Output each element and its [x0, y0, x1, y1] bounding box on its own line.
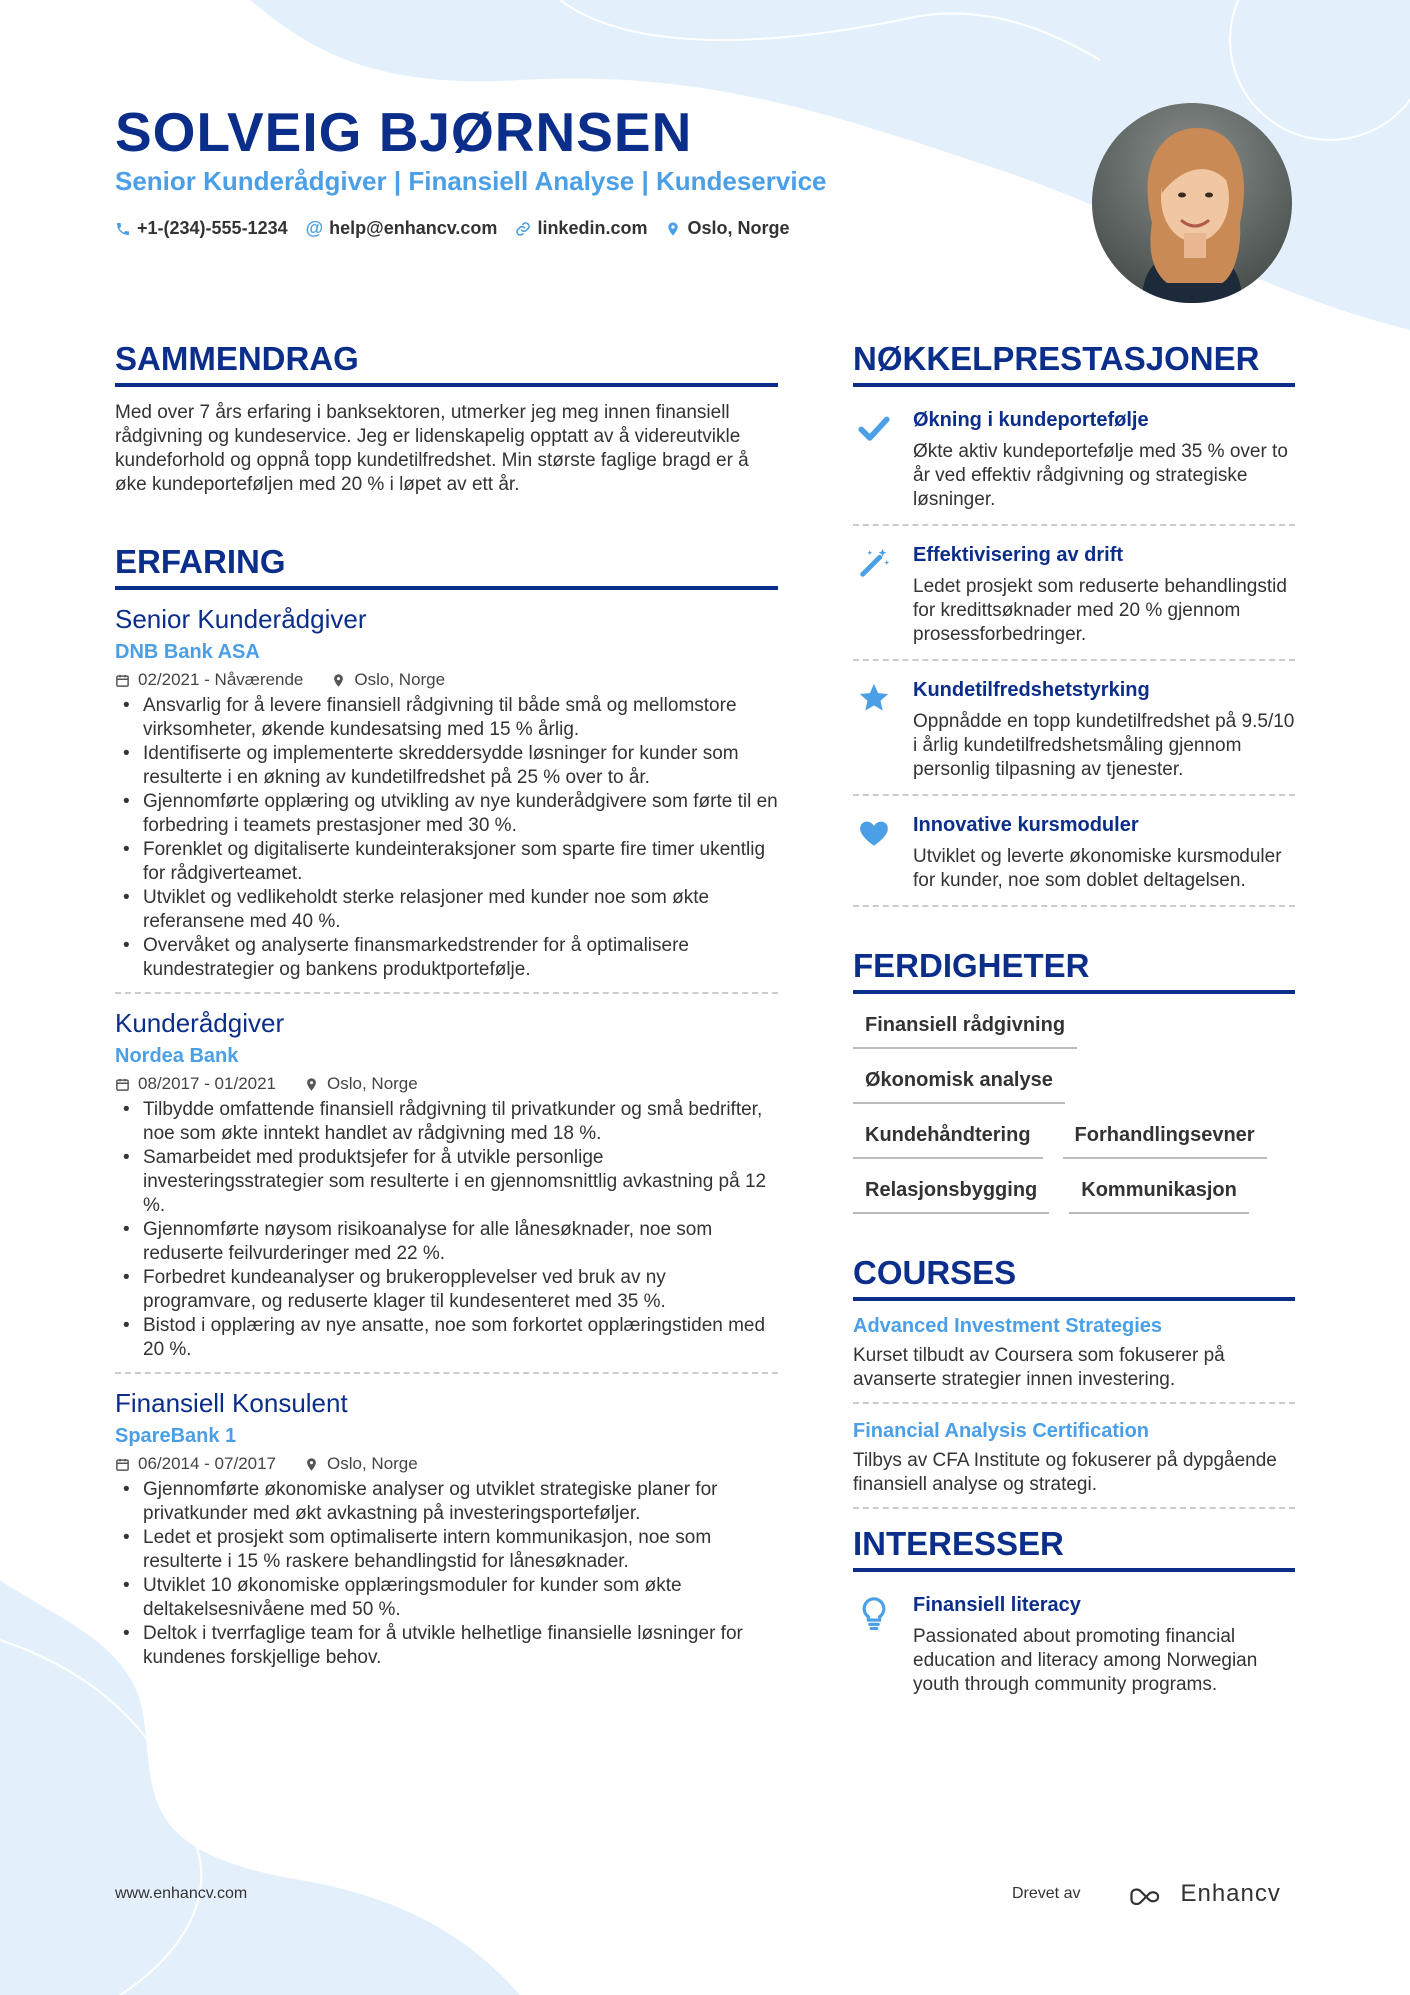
contact-linkedin[interactable]: [515, 218, 647, 239]
job-dates-text: 06/2014 - 07/2017: [138, 1454, 277, 1473]
interests-title: INTERESSER: [853, 1525, 1295, 1572]
achievement-title: Kundetilfredshetstyrking: [913, 679, 1150, 701]
heart-icon: [857, 816, 891, 850]
course-item: [853, 1315, 1295, 1404]
job-meta: [115, 670, 778, 690]
contact-bar: [115, 218, 789, 239]
job-location-text: Oslo, Norge: [354, 670, 446, 689]
achievement-desc: Oppnådde en topp kundetilfredshet på 9.5/10 i årlig kundetilfredshetsmåling gjennom personlig tilpasning av tjenester.: [913, 711, 1295, 780]
achievement-desc: Ledet prosjekt som reduserte behandlingstid for kredittsøknader med 20 % gjennom prosessforbedringer.: [913, 576, 1287, 645]
lightbulb-icon: [857, 1596, 891, 1630]
headline: Senior Kunderådgiver | Finansiell Analyse | Kundeservice: [115, 166, 827, 196]
job-dates: [115, 670, 303, 690]
job-dates: [115, 1074, 276, 1094]
interest-item: [853, 1586, 1295, 1709]
bullet-item: • Utviklet 10 økonomiske opplæringsmoduler for kunder som økte deltakelsesnivåene med 50 %.: [115, 1574, 778, 1622]
bullet-item: • Gjennomførte nøysom risikoanalyse for alle lånesøknader, noe som reduserte feilvurderinger med 22 %.: [115, 1218, 778, 1266]
magic-wand-icon: [857, 546, 891, 580]
bullet-item: • Utviklet og vedlikeholdt sterke relasjoner med kunder noe som økte referansene med 40 %.: [115, 886, 778, 934]
calendar-icon: [115, 1457, 130, 1472]
calendar-icon: [115, 673, 130, 688]
job-bullets: [115, 694, 778, 982]
contact-email[interactable]: [306, 218, 498, 239]
course-item: [853, 1420, 1295, 1509]
profile-photo: [1092, 103, 1292, 303]
summary-title: SAMMENDRAG: [115, 340, 778, 387]
job-location-text: Oslo, Norge: [327, 1454, 418, 1473]
achievement-desc: Økte aktiv kundeportefølje med 35 % over to år ved effektiv rådgivning og strategiske løsninger.: [913, 441, 1288, 510]
achievement-desc: Utviklet og leverte økonomiske kursmoduler for kunder, noe som doblet deltagelsen.: [913, 846, 1282, 891]
link-icon: [515, 221, 531, 237]
achievement-title: Økning i kundeportefølje: [913, 409, 1149, 431]
location-text: Oslo, Norge: [687, 218, 790, 238]
job-location: [331, 670, 445, 690]
job-location: [304, 1454, 418, 1474]
bullet-item: • Gjennomførte opplæring og utvikling av nye kunderådgivere som førte til en forbedring i teamets prestasjoner med 30 %.: [115, 790, 778, 838]
job-bullets: [115, 1098, 778, 1362]
skill-tag: Kundehåndtering: [853, 1118, 1043, 1159]
job-entry: [115, 1388, 778, 1680]
course-title: Financial Analysis Certification: [853, 1420, 1150, 1442]
location-pin-icon: [665, 221, 681, 237]
brand-name: Enhancv: [1180, 1880, 1281, 1907]
location-pin-icon: [331, 673, 346, 688]
job-meta: [115, 1074, 778, 1094]
job-location: [304, 1074, 418, 1094]
job-dates: [115, 1454, 276, 1474]
bullet-item: • Forenklet og digitaliserte kundeinteraksjoner som sparte fire timer ukentlig for rådgiverteamet.: [115, 838, 778, 886]
bullet-item: • Bistod i opplæring av nye ansatte, noe som forkortet opplæringstiden med 20 %.: [115, 1314, 778, 1362]
footer-branding: [1012, 1880, 1281, 1908]
location-pin-icon: [304, 1457, 319, 1472]
bullet-item: • Deltok i tverrfaglige team for å utvikle helhetlige finansielle løsninger for kundenes forskjellige behov.: [115, 1622, 778, 1670]
bullet-item: • Gjennomførte økonomiske analyser og utviklet strategiske planer for privatkunder med økt avkastning på investeringsporteføljer.: [115, 1478, 778, 1526]
job-entry: [115, 604, 778, 994]
phone-icon: [115, 221, 131, 237]
brand-logo[interactable]: [1126, 1880, 1280, 1908]
email-text: help@enhancv.com: [329, 218, 498, 238]
skill-tag: Relasjonsbygging: [853, 1173, 1049, 1214]
summary-text: Med over 7 års erfaring i banksektoren, utmerker jeg meg innen finansiell rådgivning og kundeservice. Jeg er lidenskapelig opptatt av å videreutvikle kundeforhold og oppnå topp kundetilfredshet. Min største faglige bragd er å øke kundeporteføljen med 20 % i løpet av ett år.: [115, 402, 749, 495]
job-entry: [115, 1008, 778, 1374]
achievement-title: Effektivisering av drift: [913, 544, 1124, 566]
job-dates-text: 08/2017 - 01/2021: [138, 1074, 277, 1093]
bullet-item: • Overvåket og analyserte finansmarkedstrender for å optimalisere kundestrategier og bankens produktportefølje.: [115, 934, 778, 982]
star-icon: [857, 681, 891, 715]
bullet-item: • Forbedret kundeanalyser og brukeropplevelser ved bruk av ny programvare, og reduserte klager til kundesenteret med 35 %.: [115, 1266, 778, 1314]
course-desc: Kurset tilbudt av Coursera som fokuserer på avanserte strategier innen investering.: [853, 1345, 1225, 1390]
contact-phone[interactable]: [115, 218, 288, 239]
powered-by-text: Drevet av: [1012, 1885, 1081, 1902]
check-icon: [857, 411, 891, 445]
achievements-title: NØKKELPRESTASJONER: [853, 340, 1295, 387]
contact-location: [665, 218, 789, 239]
courses-title: COURSES: [853, 1254, 1295, 1301]
bullet-item: • Samarbeidet med produktsjefer for å utvikle personlige investeringsstrategier som resulterte i en gjennomsnittlig avkastning på 12 %.: [115, 1146, 778, 1218]
calendar-icon: [115, 1077, 130, 1092]
achievement-item: [853, 536, 1295, 661]
achievement-title: Innovative kursmoduler: [913, 814, 1139, 836]
job-dates-text: 02/2021 - Nåværende: [138, 670, 304, 689]
job-meta: [115, 1454, 778, 1474]
skills-list: [853, 1008, 1295, 1214]
phone-text: +1-(234)-555-1234: [137, 218, 288, 238]
enhancv-logo-icon: [1126, 1883, 1170, 1905]
skill-tag: Forhandlingsevner: [1063, 1118, 1267, 1159]
skill-tag: Kommunikasjon: [1069, 1173, 1249, 1214]
company-name: SpareBank 1: [115, 1425, 237, 1447]
right-column: [853, 340, 1295, 1719]
at-icon: @: [305, 218, 324, 238]
skill-tag: Finansiell rådgivning: [853, 1008, 1077, 1049]
interest-desc: Passionated about promoting financial education and literacy among Norwegian youth through community programs.: [913, 1626, 1258, 1695]
job-bullets: [115, 1478, 778, 1670]
candidate-name: SOLVEIG BJØRNSEN: [115, 101, 693, 163]
bullet-item: • Identifiserte og implementerte skreddersydde løsninger for kunder som resulterte i en økning av kundetilfredshet på 25 % over to år.: [115, 742, 778, 790]
company-name: DNB Bank ASA: [115, 641, 260, 663]
achievement-item: [853, 671, 1295, 796]
location-pin-icon: [304, 1077, 319, 1092]
bullet-item: • Ledet et prosjekt som optimaliserte intern kommunikasjon, noe som resulterte i 15 % raskere behandlingstid for lånesøknader.: [115, 1526, 778, 1574]
footer-website[interactable]: www.enhancv.com: [115, 1885, 248, 1902]
job-title: Senior Kunderådgiver: [115, 604, 367, 634]
job-title: Finansiell Konsulent: [115, 1388, 348, 1418]
skill-tag: Økonomisk analyse: [853, 1063, 1065, 1104]
company-name: Nordea Bank: [115, 1045, 239, 1067]
course-title: Advanced Investment Strategies: [853, 1315, 1162, 1337]
achievement-item: [853, 401, 1295, 526]
job-title: Kunderådgiver: [115, 1008, 285, 1038]
left-column: [115, 340, 778, 1694]
linkedin-text: linkedin.com: [537, 218, 648, 238]
bullet-item: • Tilbydde omfattende finansiell rådgivning til privatkunder og små bedrifter, noe som økte inntekt handlet av rådgivning med 18 %.: [115, 1098, 778, 1146]
job-location-text: Oslo, Norge: [327, 1074, 418, 1093]
achievement-item: [853, 806, 1295, 907]
course-desc: Tilbys av CFA Institute og fokuserer på dypgående finansiell analyse og strategi.: [853, 1450, 1277, 1495]
skills-title: FERDIGHETER: [853, 947, 1295, 994]
interest-title: Finansiell literacy: [913, 1594, 1081, 1616]
experience-title: ERFARING: [115, 543, 778, 590]
bullet-item: • Ansvarlig for å levere finansiell rådgivning til både små og mellomstore virksomheter, økende kundesatsing med 15 % årlig.: [115, 694, 778, 742]
